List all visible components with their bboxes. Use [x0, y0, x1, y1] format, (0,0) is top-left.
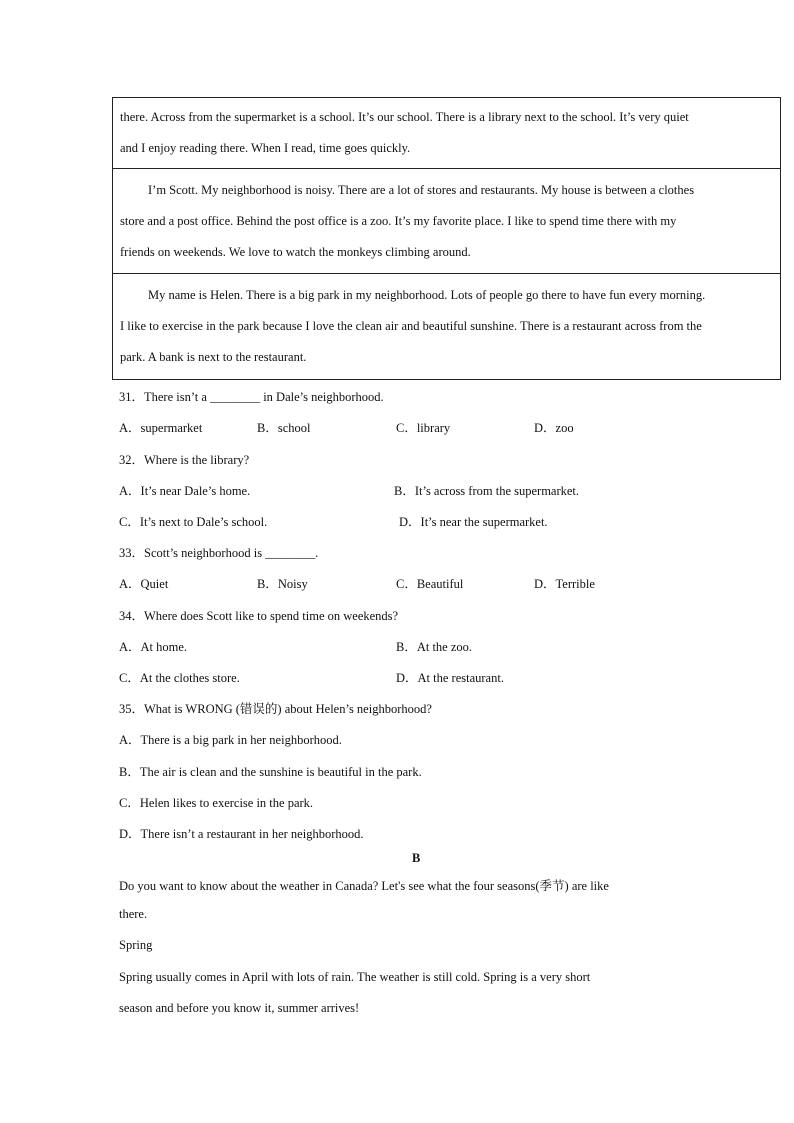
question-33: 33．Scott’s neighborhood is ________. — [119, 546, 319, 560]
option-31-d[interactable]: D．zoo — [534, 421, 574, 435]
spring-text-line: season and before you know it, summer arrives! — [119, 1001, 360, 1015]
option-35-a[interactable]: A．There is a big park in her neighborhood. — [119, 733, 342, 747]
option-32-c[interactable]: C．It’s next to Dale’s school. — [119, 515, 268, 529]
option-35-d[interactable]: D．There isn’t a restaurant in her neighborhood. — [119, 827, 364, 841]
option-34-c[interactable]: C．At the clothes store. — [119, 671, 240, 685]
passage-line: I’m Scott. My neighborhood is noisy. There are a lot of stores and restaurants. My house is between a clothes — [148, 183, 695, 197]
passage-box-scott — [112, 168, 781, 274]
section-b-intro-line: there. — [119, 907, 148, 921]
passage-line: My name is Helen. There is a big park in my neighborhood. Lots of people go there to have fun every morning. — [148, 288, 706, 302]
option-33-d[interactable]: D．Terrible — [534, 577, 595, 591]
option-34-a[interactable]: A．At home. — [119, 640, 188, 654]
question-32: 32．Where is the library? — [119, 453, 250, 467]
question-34: 34．Where does Scott like to spend time on weekends? — [119, 609, 399, 623]
passage-line: friends on weekends. We love to watch the monkeys climbing around. — [120, 245, 471, 259]
passage-box-helen — [112, 273, 781, 380]
spring-text-line: Spring usually comes in April with lots of rain. The weather is still cold. Spring is a very short — [119, 970, 591, 984]
option-35-c[interactable]: C．Helen likes to exercise in the park. — [119, 796, 314, 810]
passage-line: and I enjoy reading there. When I read, time goes quickly. — [120, 141, 411, 155]
option-35-b[interactable]: B．The air is clean and the sunshine is beautiful in the park. — [119, 765, 422, 779]
option-31-c[interactable]: C．library — [396, 421, 451, 435]
option-32-d[interactable]: D．It’s near the supermarket. — [399, 515, 548, 529]
passage-line: there. Across from the supermarket is a school. It’s our school. There is a library next to the school. It’s very quiet — [120, 110, 689, 124]
passage-line: I like to exercise in the park because I love the clean air and beautiful sunshine. There is a restaurant across from the — [120, 319, 702, 333]
option-34-d[interactable]: D．At the restaurant. — [396, 671, 504, 685]
option-32-b[interactable]: B．It’s across from the supermarket. — [394, 484, 580, 498]
passage-box-dale — [112, 97, 781, 169]
option-33-a[interactable]: A．Quiet — [119, 577, 169, 591]
option-31-a[interactable]: A．supermarket — [119, 421, 203, 435]
section-b-intro-line: Do you want to know about the weather in Canada? Let's see what the four seasons(季节) are like — [119, 879, 609, 893]
option-34-b[interactable]: B．At the zoo. — [396, 640, 473, 654]
section-b-title: B — [412, 851, 421, 865]
question-31: 31．There isn’t a ________ in Dale’s neighborhood. — [119, 390, 384, 404]
option-31-b[interactable]: B．school — [257, 421, 311, 435]
question-35: 35．What is WRONG (错误的) about Helen’s neighborhood? — [119, 702, 432, 716]
option-33-c[interactable]: C．Beautiful — [396, 577, 464, 591]
spring-heading: Spring — [119, 938, 153, 952]
option-33-b[interactable]: B．Noisy — [257, 577, 308, 591]
passage-line: store and a post office. Behind the post office is a zoo. It’s my favorite place. I like to spend time there with my — [120, 214, 677, 228]
passage-line: park. A bank is next to the restaurant. — [120, 350, 307, 364]
option-32-a[interactable]: A．It’s near Dale’s home. — [119, 484, 251, 498]
